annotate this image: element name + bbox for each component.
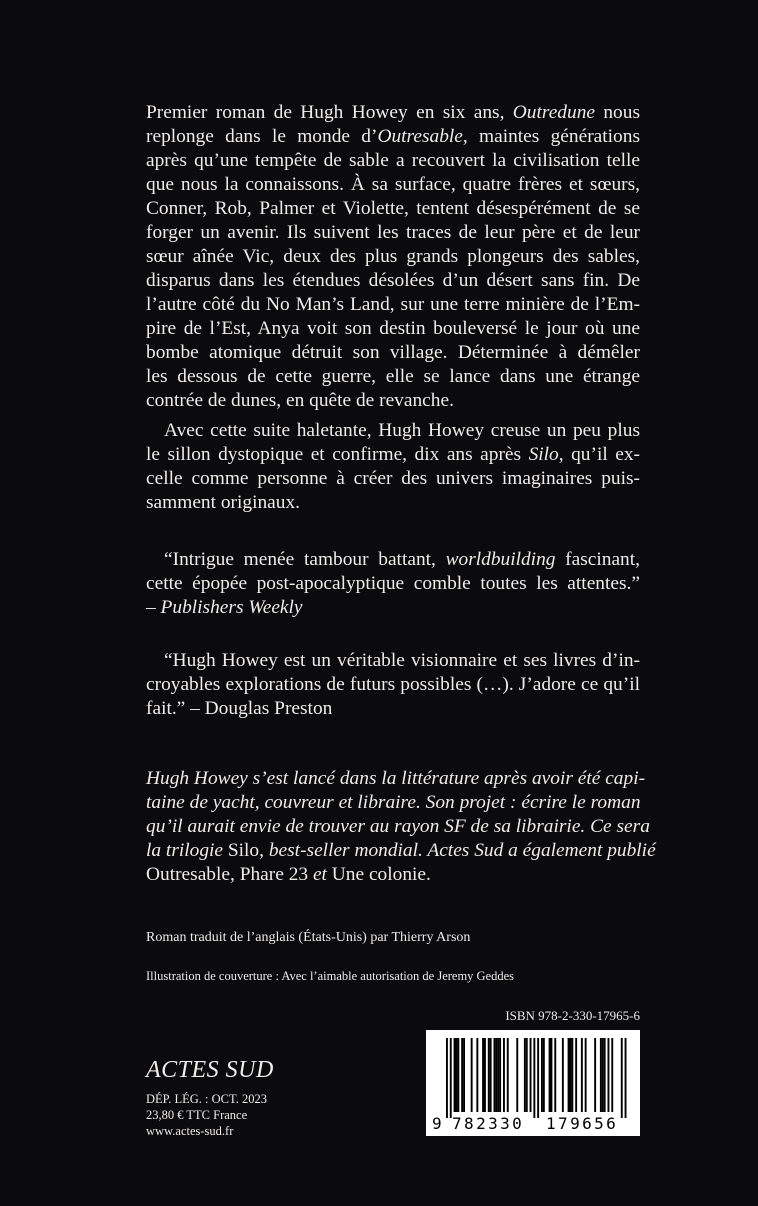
blurb-line: les dessous de cette guerre, elle se lance dans une étrange bbox=[146, 366, 640, 387]
quote-line: cette épopée post-apocalyptique comble toutes les attentes.” bbox=[146, 573, 640, 594]
quote-line: “Hugh Howey est un véritable visionnaire et ses livres d’in- bbox=[164, 650, 640, 671]
barcode-guard-bar bbox=[450, 1038, 452, 1118]
barcode-bar bbox=[571, 1038, 573, 1112]
blurb-line: pire de l’Est, Anya voit son destin bouleversé le jour où une bbox=[146, 318, 640, 339]
blurb-line: samment originaux. bbox=[146, 492, 301, 513]
blurb-line: le sillon dystopique et confirme, dix ans après Silo, qu’il ex- bbox=[146, 444, 640, 465]
barcode-bar bbox=[611, 1038, 613, 1112]
isbn-number: ISBN 978-2-330-17965-6 bbox=[505, 1008, 640, 1023]
barcode-bar bbox=[585, 1038, 587, 1112]
barcode-bar bbox=[551, 1038, 553, 1112]
barcode-bar bbox=[454, 1038, 456, 1112]
barcode-bar bbox=[549, 1038, 551, 1112]
barcode-bar bbox=[524, 1038, 526, 1112]
barcode-bar bbox=[476, 1038, 478, 1112]
barcode-bar bbox=[457, 1038, 459, 1112]
barcode-bar bbox=[570, 1038, 572, 1112]
barcode-right-group: 179656 bbox=[546, 1114, 619, 1133]
book-title: Outredune bbox=[512, 102, 595, 123]
barcode-bar bbox=[608, 1038, 610, 1112]
quote-line: “Intrigue menée tambour battant, worldbuilding fascinant, bbox=[164, 549, 640, 570]
barcode-bar bbox=[602, 1038, 604, 1112]
legal-deposit: DÉP. LÉG. : OCT. 2023 bbox=[146, 1092, 267, 1106]
blurb-line: Conner, Rob, Palmer et Violette, tentent désespérément de se bbox=[146, 198, 640, 219]
barcode bbox=[426, 1030, 640, 1136]
blurb-line: contrée de dunes, en quête de revanche. bbox=[146, 390, 454, 411]
barcode-bar bbox=[494, 1038, 496, 1112]
bio-line: qu’il aurait envie de trouver au rayon SF de sa librairie. Ce sera bbox=[146, 816, 650, 837]
barcode-bar bbox=[482, 1038, 484, 1112]
barcode-bar bbox=[463, 1038, 465, 1112]
blurb-line: sœur aînée Vic, deux des plus grands plongeurs des sables, bbox=[146, 246, 640, 267]
book-title: Silo bbox=[528, 444, 559, 465]
barcode-guard-bar bbox=[621, 1038, 623, 1118]
bio-line: Outresable, Phare 23 et Une colonie. bbox=[146, 864, 431, 885]
blurb-line: celle comme personne à créer des univers imaginaires puis- bbox=[146, 468, 640, 489]
blurb-line: Premier roman de Hugh Howey en six ans, Outredune nous bbox=[146, 102, 640, 123]
quote-line: croyables explorations de futurs possibles (…). J’adore ce qu’il bbox=[146, 674, 640, 695]
blurb-line: forger un avenir. Ils suivent les traces de leur père et de leur bbox=[146, 222, 640, 243]
quote-attribution: – Publishers Weekly bbox=[146, 597, 303, 618]
blurb-line: que nous la connaissons. À sa surface, quatre frères et sœurs, bbox=[146, 174, 640, 195]
barcode-bar bbox=[526, 1038, 528, 1112]
barcode-guard-bar bbox=[446, 1038, 448, 1118]
barcode-bar bbox=[575, 1038, 577, 1112]
barcode-bar bbox=[488, 1038, 490, 1112]
barcode-bar bbox=[530, 1038, 532, 1112]
quote-line: fait.” – Douglas Preston bbox=[146, 698, 333, 719]
illustration-credit: Illustration de couverture : Avec l’aimable autorisation de Jeremy Geddes bbox=[146, 969, 515, 983]
bio-line: taine de yacht, couvreur et libraire. Son projet : écrire le roman bbox=[146, 792, 641, 813]
blurb-line: après qu’une tempête de sable a recouvert la civilisation telle bbox=[146, 150, 640, 171]
quote-publishers-weekly bbox=[146, 548, 640, 620]
barcode-bar bbox=[581, 1038, 583, 1112]
quote-douglas-preston bbox=[146, 649, 640, 721]
barcode-bar bbox=[543, 1038, 545, 1112]
barcode-bar bbox=[461, 1038, 463, 1112]
publisher-info bbox=[146, 1091, 267, 1139]
barcode-bar bbox=[497, 1038, 499, 1112]
barcode-bar bbox=[594, 1038, 596, 1112]
barcode-bar bbox=[456, 1038, 458, 1112]
barcode-bar bbox=[484, 1038, 486, 1112]
barcode-bar bbox=[503, 1038, 505, 1112]
blurb-line: l’autre côté du No Man’s Land, sur une terre minière de l’Em- bbox=[146, 294, 640, 315]
barcode-guard-bar bbox=[625, 1038, 627, 1118]
bio-line: la trilogie Silo, best-seller mondial. Actes Sud a également publié bbox=[146, 840, 656, 861]
barcode-bar bbox=[541, 1038, 543, 1112]
barcode-digits bbox=[432, 1114, 634, 1133]
barcode-bar bbox=[507, 1038, 509, 1112]
barcode-bar bbox=[499, 1038, 501, 1112]
book-title: Outresable bbox=[377, 126, 463, 147]
barcode-bar bbox=[562, 1038, 564, 1112]
barcode-bar bbox=[471, 1038, 473, 1112]
blurb-paragraph-1 bbox=[146, 101, 640, 413]
blurb-line: replonge dans le monde d’Outresable, maintes générations bbox=[146, 126, 640, 147]
author-bio bbox=[146, 767, 656, 887]
barcode-bar bbox=[490, 1038, 492, 1112]
barcode-bar bbox=[554, 1038, 556, 1112]
barcode-bar bbox=[495, 1038, 497, 1112]
barcode-bar bbox=[516, 1038, 518, 1112]
barcode-first-digit: 9 bbox=[432, 1114, 442, 1133]
barcode-bar bbox=[568, 1038, 570, 1112]
price: 23,80 € TTC France bbox=[146, 1108, 248, 1122]
publisher-logo: ACTES SUD bbox=[146, 1057, 274, 1083]
blurb-paragraph-2 bbox=[146, 419, 640, 515]
barcode-left-group: 782330 bbox=[452, 1114, 525, 1133]
translation-credit: Roman traduit de l’anglais (États-Unis) par Thierry Arson bbox=[146, 930, 471, 945]
blurb-line: bombe atomique détruit son village. Déterminée à démêler bbox=[146, 342, 640, 363]
blurb-line: Avec cette suite haletante, Hugh Howey creuse un peu plus bbox=[164, 420, 640, 441]
barcode-bar bbox=[604, 1038, 606, 1112]
barcode-guard-bar bbox=[533, 1038, 535, 1118]
website-link: www.actes-sud.fr bbox=[146, 1124, 234, 1138]
barcode-bar bbox=[600, 1038, 602, 1112]
barcode-guard-bar bbox=[537, 1038, 539, 1118]
bio-line: Hugh Howey s’est lancé dans la littérature après avoir été capi- bbox=[146, 768, 646, 789]
blurb-line: disparus dans les étendues désolées d’un désert sans fin. De bbox=[146, 270, 640, 291]
